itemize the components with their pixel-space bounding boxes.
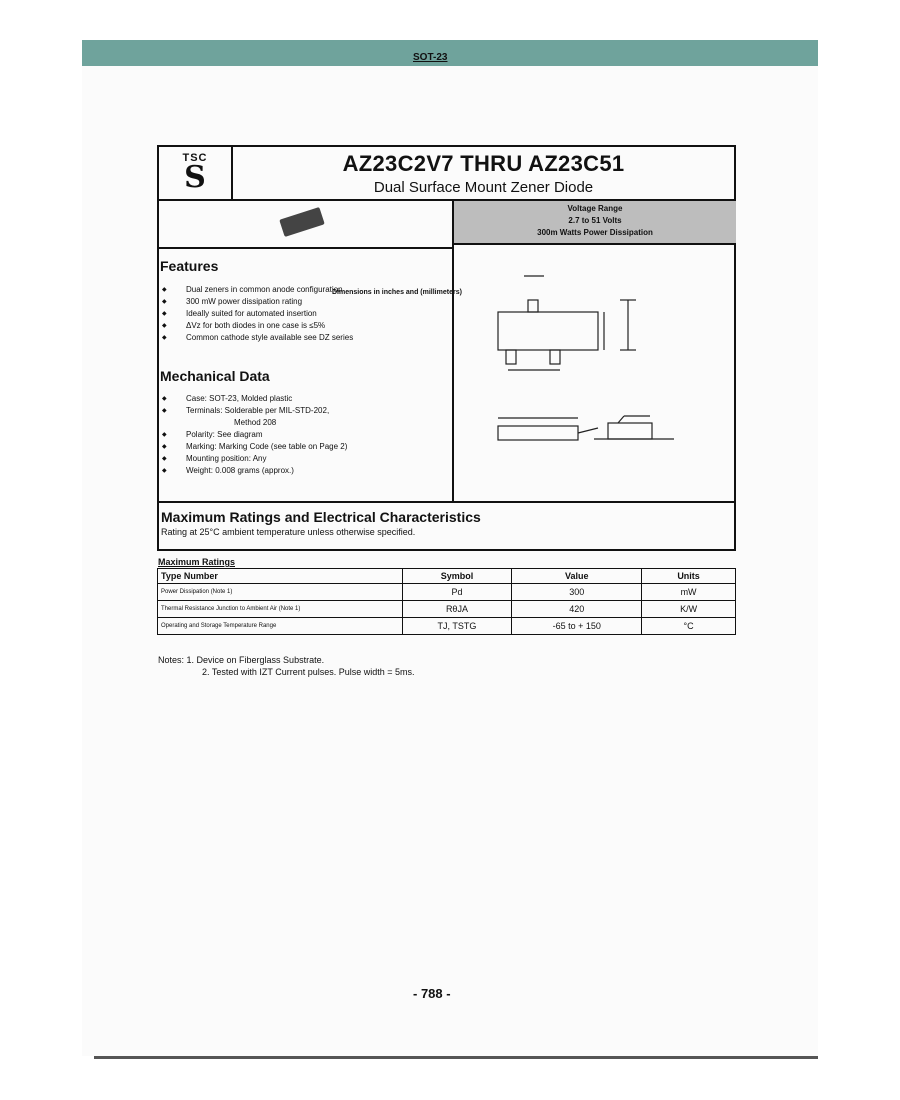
table-header-row <box>158 569 736 584</box>
ratings-note: Rating at 25°C ambient temperature unless otherwise specified. <box>161 527 416 537</box>
package-name: SOT-23 <box>413 52 448 63</box>
voltage-range-line3: 300m Watts Power Dissipation <box>537 228 653 237</box>
note-1: Notes: 1. Device on Fiberglass Substrate. <box>158 655 325 665</box>
table-row <box>158 584 736 601</box>
feature-item: ◆ 300 mW power dissipation rating <box>158 296 353 308</box>
feature-item: ◆ ΔVz for both diodes in one case is ≤5% <box>158 320 353 332</box>
row-value: -65 to + 150 <box>512 618 642 635</box>
package-outline-diagram <box>488 268 688 478</box>
header-units: Units <box>642 569 736 584</box>
max-ratings-label: Maximum Ratings <box>158 557 236 567</box>
voltage-range-line2: 2.7 to 51 Volts <box>568 216 622 225</box>
mechanical-list <box>158 393 347 477</box>
voltage-range-box <box>454 201 736 245</box>
scanner-bottom-edge <box>94 1056 818 1059</box>
dimension-note: Dimensions in inches and (millimeters) <box>332 289 462 296</box>
max-ratings-table <box>157 568 736 635</box>
features-title: Features <box>160 258 219 274</box>
row-param: Power Dissipation (Note 1) <box>158 584 403 601</box>
table-row <box>158 601 736 618</box>
feature-item: ◆ Common cathode style available see DZ series <box>158 332 353 344</box>
ratings-title: Maximum Ratings and Electrical Characteristics <box>161 509 481 525</box>
note-2: 2. Tested with IZT Current pulses. Pulse width = 5ms. <box>202 667 415 677</box>
mechanical-item: ◆ Weight: 0.008 grams (approx.) <box>158 465 347 477</box>
logo-text: TSC <box>182 152 208 164</box>
row-symbol: TJ, TSTG <box>402 618 512 635</box>
mechanical-title: Mechanical Data <box>160 368 270 384</box>
feature-item: ◆ Ideally suited for automated insertion <box>158 308 353 320</box>
row-symbol: RθJA <box>402 601 512 618</box>
mechanical-item: ◆ Marking: Marking Code (see table on Page 2) <box>158 441 347 453</box>
table-row <box>158 618 736 635</box>
part-title: AZ23C2V7 THRU AZ23C51 <box>342 151 625 176</box>
row-param: Operating and Storage Temperature Range <box>158 618 403 635</box>
notes-block <box>158 655 415 677</box>
header-value: Value <box>512 569 642 584</box>
row-param: Thermal Resistance Junction to Ambient Air (Note 1) <box>158 601 403 618</box>
row-symbol: Pd <box>402 584 512 601</box>
mechanical-item: ◆ Case: SOT-23, Molded plastic <box>158 393 347 405</box>
row-value: 420 <box>512 601 642 618</box>
row-unit: K/W <box>642 601 736 618</box>
logo-glyph: S <box>184 160 206 195</box>
datasheet-header <box>157 145 736 201</box>
page-number: - 788 - <box>413 986 451 1001</box>
ratings-box <box>157 503 736 551</box>
mechanical-item: ◆ Mounting position: Any <box>158 453 347 465</box>
voltage-range-line1: Voltage Range <box>567 204 623 213</box>
mechanical-item: Method 208 <box>234 418 277 427</box>
title-box <box>233 147 734 199</box>
scanner-top-bar <box>82 40 818 66</box>
part-subtitle: Dual Surface Mount Zener Diode <box>373 179 594 196</box>
features-list <box>158 284 353 344</box>
mechanical-item: ◆ Terminals: Solderable per MIL-STD-202, <box>158 405 347 417</box>
header-symbol: Symbol <box>402 569 512 584</box>
row-unit: mW <box>642 584 736 601</box>
company-logo <box>159 147 233 199</box>
feature-item: ◆ Dual zeners in common anode configuration <box>158 284 353 296</box>
row-value: 300 <box>512 584 642 601</box>
mechanical-item: ◆ Polarity: See diagram <box>158 429 347 441</box>
row-divider <box>159 247 452 249</box>
row-unit: °C <box>642 618 736 635</box>
header-type-number: Type Number <box>158 569 403 584</box>
component-photo <box>279 207 325 237</box>
